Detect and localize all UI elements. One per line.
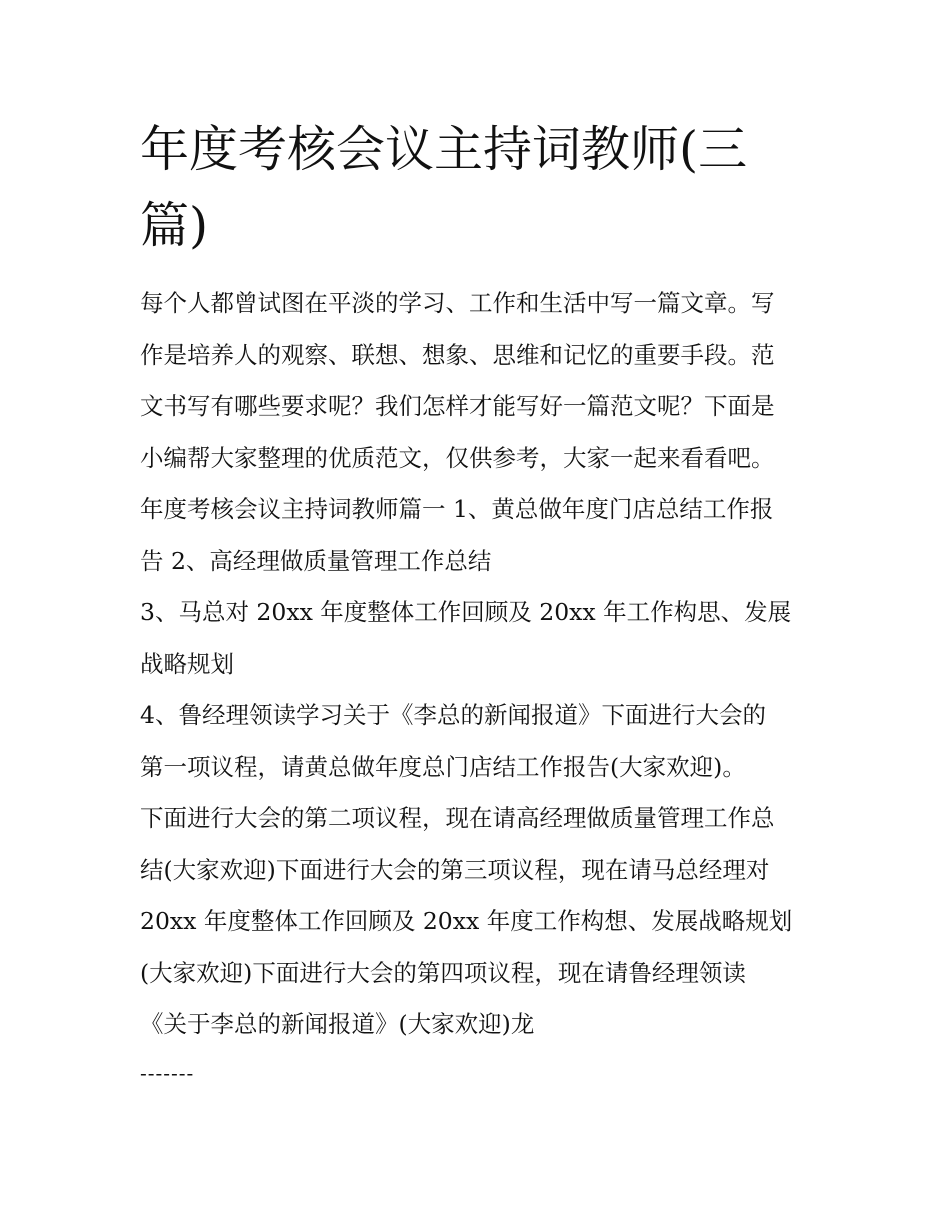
body-line: 小编帮大家整理的优质范文，仅供参考，大家一起来看看吧。 bbox=[140, 443, 775, 472]
body-line: 下面进行大会的第二项议程，现在请高经理做质量管理工作总 bbox=[140, 804, 775, 832]
body-line: 结(大家欢迎)下面进行大会的第三项议程，现在请马总经理对 bbox=[140, 855, 770, 884]
body-line: 3、马总对 20xx 年度整体工作回顾及 20xx 年工作构思、发展 bbox=[140, 598, 792, 626]
document-body bbox=[140, 278, 820, 1051]
body-line: 《关于李总的新闻报道》(大家欢迎)龙 bbox=[140, 1010, 535, 1038]
separator-line: ------- bbox=[140, 1060, 195, 1085]
body-line: 年度考核会议主持词教师篇一 1、黄总做年度门店总结工作报 bbox=[140, 495, 774, 523]
body-line: 每个人都曾试图在平淡的学习、工作和生活中写一篇文章。写 bbox=[140, 289, 775, 317]
title-line-2: 篇) bbox=[140, 197, 209, 254]
body-line: 文书写有哪些要求呢？我们怎样才能写好一篇范文呢？下面是 bbox=[140, 392, 775, 420]
body-line: 20xx 年度整体工作回顾及 20xx 年度工作构想、发展战略规划 bbox=[140, 907, 793, 935]
body-line: 4、鲁经理领读学习关于《李总的新闻报道》下面进行大会的 bbox=[140, 701, 766, 729]
title-line-1: 年度考核会议主持词教师(三 bbox=[140, 121, 748, 178]
body-line: 作是培养人的观察、联想、想象、思维和记忆的重要手段。范 bbox=[140, 340, 775, 369]
body-line: 告 2、高经理做质量管理工作总结 bbox=[140, 546, 492, 575]
body-line: (大家欢迎)下面进行大会的第四项议程，现在请鲁经理领读 bbox=[140, 958, 746, 987]
body-line: 战略规划 bbox=[140, 649, 234, 678]
document-page bbox=[140, 112, 820, 1093]
body-line: 第一项议程，请黄总做年度总门店结工作报告(大家欢迎)。 bbox=[140, 752, 746, 781]
document-title bbox=[140, 112, 820, 264]
